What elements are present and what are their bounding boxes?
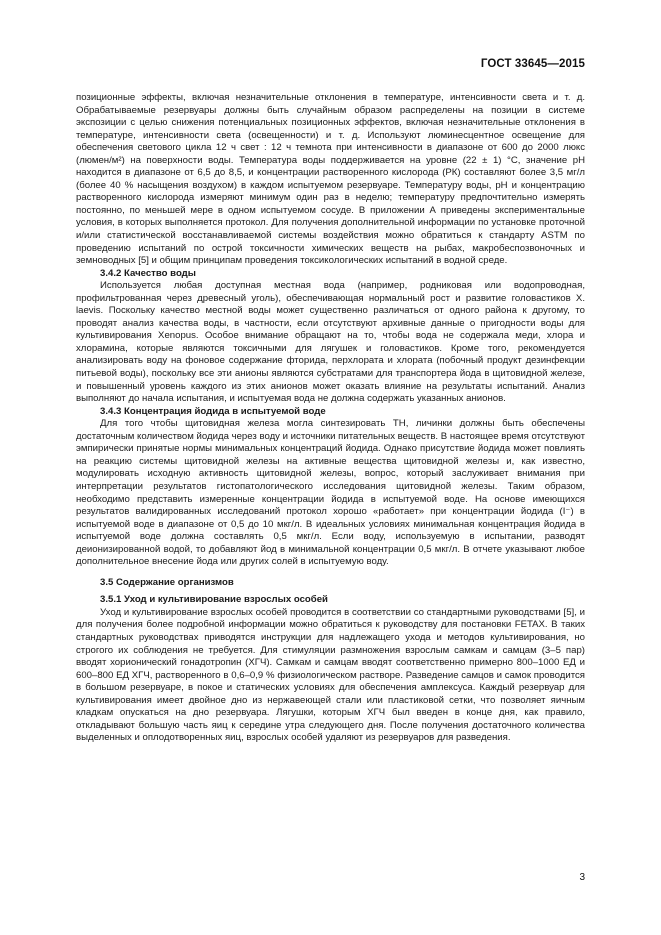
paragraph-adult-care: Уход и культивирование взрослых особей проводится в соответствии со стандартными руководствами [5], и для получения более подробной информации можно обратиться к руководству для постановки FETAX. В таких стандартных руководствах приводятся инструкции для надлежащего ухода и методов культивирования, но строгого их соблюдения не требуется. Для стимуляции размножения взрослым самкам и самцам (3–5 пар) вводят хорионический гонадотропин (ХГЧ). Самкам и самцам вводят соответственно примерно 800–1000 ЕД и 600–800 ЕД ХГЧ, растворенного в 0,6–0,9 % физиологическом растворе. Разведение самцов и самок проводится в большом резервуаре, в покое и статических условиях для обеспечения амплексуса. Каждый резервуар для культивирования имеет двойное дно из нержавеющей стали или пластиковой сетки, что позволяет яичным кладкам опускаться на дно резервуара. Лягушки, которым ХГЧ был введен в конце дня, как правило, откладывают большую часть яиц к середине утра следующего дня. После получения достаточного количества выделенных и оплодотворенных яиц, взрослых особей удаляют из резервуаров для разведения. (76, 606, 585, 744)
document-code-header: ГОСТ 33645—2015 (480, 58, 585, 70)
section-heading-3-5-1: 3.5.1 Уход и культивирование взрослых особей (100, 594, 328, 606)
section-heading-3-4-3: 3.4.3 Концентрация йодида в испытуемой воде (100, 405, 326, 417)
section-heading-3-5: 3.5 Содержание организмов (100, 576, 234, 588)
page-number: 3 (579, 872, 585, 883)
paragraph-iodide-concentration: Для того чтобы щитовидная железа могла синтезировать TH, личинки должны быть обеспечены достаточным количеством йодида через воду и источники питательных веществ. В настоящее время отсутствуют эмпирически принятые нормы минимальных концентраций йодида. Однако присутствие йодида может повлиять на реакцию системы щитовидной железы на активные вещества щитовидной железы и, как известно, модулировать исходную активность щитовидной железы, вопрос, который заслуживает внимания при интерпретации результатов гистопатологического исследования щитовидной железы. Таким образом, необходимо представить измеренные концентрации йодида в испытуемой воде. На основе имеющихся результатов валидированных исследований протокол хорошо «работает» при концентрации йодида (I⁻) в испытуемой воде в диапазоне от 0,5 до 10 мкг/л. В идеальных условиях минимальная концентрация йодида в испытуемой воде должна составлять 0,5 мкг/л. Если воду, используемую в испытании, разводят деионизированной водой, то добавляют йод в минимальной концентрации 0,5 мкг/л. В отчете указывают любое дополнительное внесение йода или других солей в испытуемую воду. (76, 418, 585, 568)
paragraph-water-quality: Используется любая доступная местная вода (например, родниковая или водопроводная, профильтрованная через древесный уголь), обеспечивающая нормальный рост и развитие головастиков X. laevis. Поскольку качество местной воды может существенно различаться от одного района к другому, то проводят анализ качества воды, в частности, если отсутствуют архивные данные о пригодности воды для культивирования Xenopus. Особое внимание обращают на то, чтобы вода не содержала меди, хлора и хлорамина, которые являются токсичными для лягушек и головастиков. Кроме того, рекомендуется анализировать воду на фоновое содержание фторида, перхлората и хлората (побочный продукт дезинфекции питьевой воды), поскольку все эти анионы являются субстратами для транспортера йода в щитовидной железе, и повышенный уровень каждого из этих анионов может оказать влияние на результаты испытаний. Анализ выполняют до начала испытания, и испытуемая вода не должна содержать указанных анионов. (76, 280, 585, 405)
section-heading-3-4-2: 3.4.2 Качество воды (100, 267, 196, 279)
paragraph-continued: позиционные эффекты, включая незначительные отклонения в температуре, интенсивности света и т. д. Обрабатываемые резервуары должны быть случайным образом распределены на позиции в системе экспозиции с целью снижения потенциальных позиционных эффектов, включая незначительные отклонения в температуре, интенсивности света (освещенности) и т. д. Используют люминесцентное освещение для обеспечения светового цикла 12 ч свет : 12 ч темнота при интенсивности в диапазоне от 600 до 2000 люкс (люмен/м²) на поверхности воды. Температура воды поддерживается на уровне (22 ± 1) °C, значение pH находится в диапазоне от 6,5 до 8,5, и концентрации растворенного кислорода (РК) составляют более 3,5 мг/л (более 40 % насыщения воздухом) в каждом испытуемом резервуаре. Температуру воды, pH и концентрацию растворенного кислорода измеряют минимум один раз в неделю; температуру предпочтительно измерять постоянно, по меньшей мере в одном испытуемом сосуде. В приложении А приведены экспериментальные условия, в которых выполняется протокол. Для получения дополнительной информации по установке проточной и/или статистической восстанавливаемой системы воздействия можно обратиться к стандарту ASTM по проведению испытаний по острой токсичности химических веществ на рыбах, макробеспозвоночных и земноводных [5] и общим принципам проведения токсикологических испытаний в водной среде. (76, 92, 585, 267)
document-body (76, 92, 585, 745)
